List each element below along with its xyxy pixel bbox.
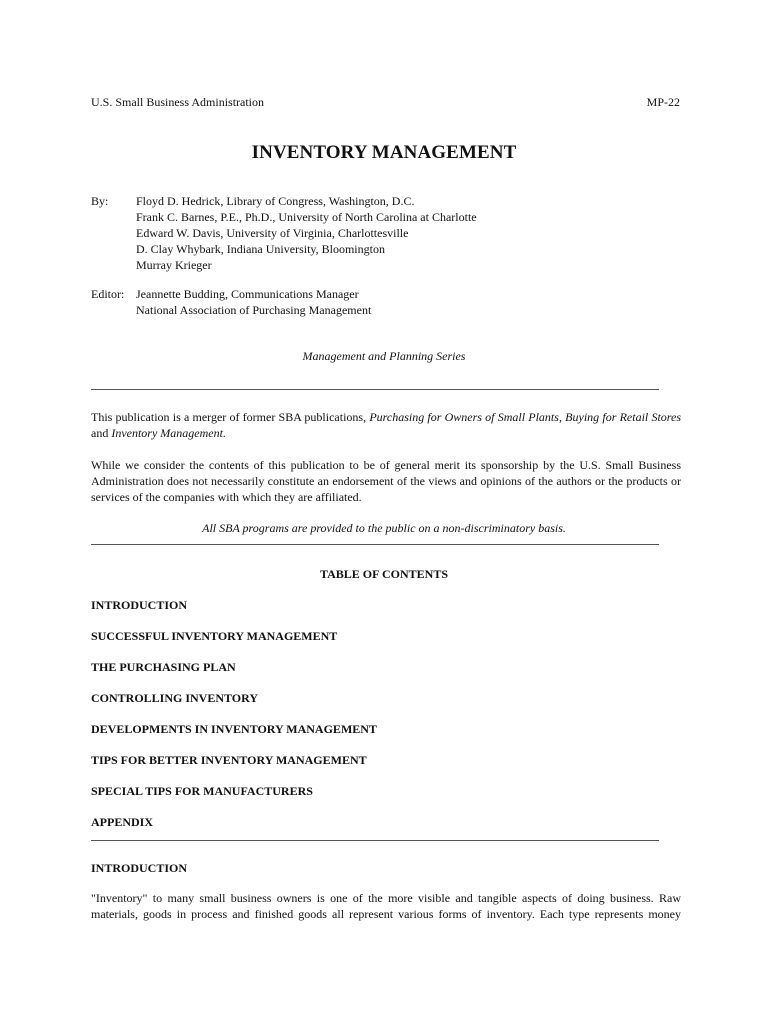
merger-prefix: This publication is a merger of former SBA publications, <box>91 410 370 424</box>
author-list <box>136 193 477 273</box>
author-line: D. Clay Whybark, Indiana University, Bloomington <box>136 242 385 256</box>
toc-item: SPECIAL TIPS FOR MANUFACTURERS <box>91 784 313 798</box>
nondiscrimination-statement: All SBA programs are provided to the public on a non-discriminatory basis. <box>202 521 566 535</box>
disclaimer-paragraph: While we consider the contents of this publication to be of general merit its sponsorship by the U.S. Small Business Administration does not necessarily constitute an endorsement of the views and opinions of the authors or the products or services of the companies with which they are affiliated. <box>91 458 681 504</box>
toc-item: DEVELOPMENTS IN INVENTORY MANAGEMENT <box>91 722 377 736</box>
by-label: By: <box>91 194 109 208</box>
header-doc-number: MP-22 <box>646 95 680 109</box>
toc-title: TABLE OF CONTENTS <box>319 567 449 581</box>
divider <box>91 840 659 841</box>
publication-title: Purchasing for Owners of Small Plants <box>369 410 559 424</box>
header-agency: U.S. Small Business Administration <box>91 95 265 109</box>
introduction-heading: INTRODUCTION <box>91 861 188 875</box>
toc-item: THE PURCHASING PLAN <box>91 660 236 674</box>
editor-line: National Association of Purchasing Management <box>136 303 372 317</box>
introduction-text: "Inventory" to many small business owners is one of the more visible and tangible aspects of doing business. Raw materials, goods in process and finished goods all represent various forms of inventory. Each type represents money <box>91 891 681 921</box>
merger-separator: and <box>91 426 112 440</box>
divider <box>91 544 659 545</box>
toc-item: SUCCESSFUL INVENTORY MANAGEMENT <box>91 629 338 643</box>
toc-item: INTRODUCTION <box>91 598 188 612</box>
editor-line: Jeannette Budding, Communications Manager <box>136 287 359 301</box>
author-line: Frank C. Barnes, P.E., Ph.D., University of North Carolina at Charlotte <box>136 210 477 224</box>
toc-item: CONTROLLING INVENTORY <box>91 691 259 705</box>
divider <box>91 389 659 390</box>
publication-title: Buying for Retail Stores <box>565 410 681 424</box>
merger-separator: , <box>558 410 566 424</box>
editor-list <box>136 286 371 318</box>
author-line: Edward W. Davis, University of Virginia, Charlottesville <box>136 226 409 240</box>
author-line: Floyd D. Hedrick, Library of Congress, Washington, D.C. <box>136 194 415 208</box>
editor-label: Editor: <box>91 287 125 301</box>
publication-title: Inventory Management. <box>111 426 226 440</box>
merger-paragraph <box>91 409 681 441</box>
toc-item: APPENDIX <box>91 815 153 829</box>
author-line: Murray Krieger <box>136 258 212 272</box>
toc-item: TIPS FOR BETTER INVENTORY MANAGEMENT <box>91 753 367 767</box>
document-title: INVENTORY MANAGEMENT <box>251 142 517 163</box>
series-name: Management and Planning Series <box>302 349 466 363</box>
